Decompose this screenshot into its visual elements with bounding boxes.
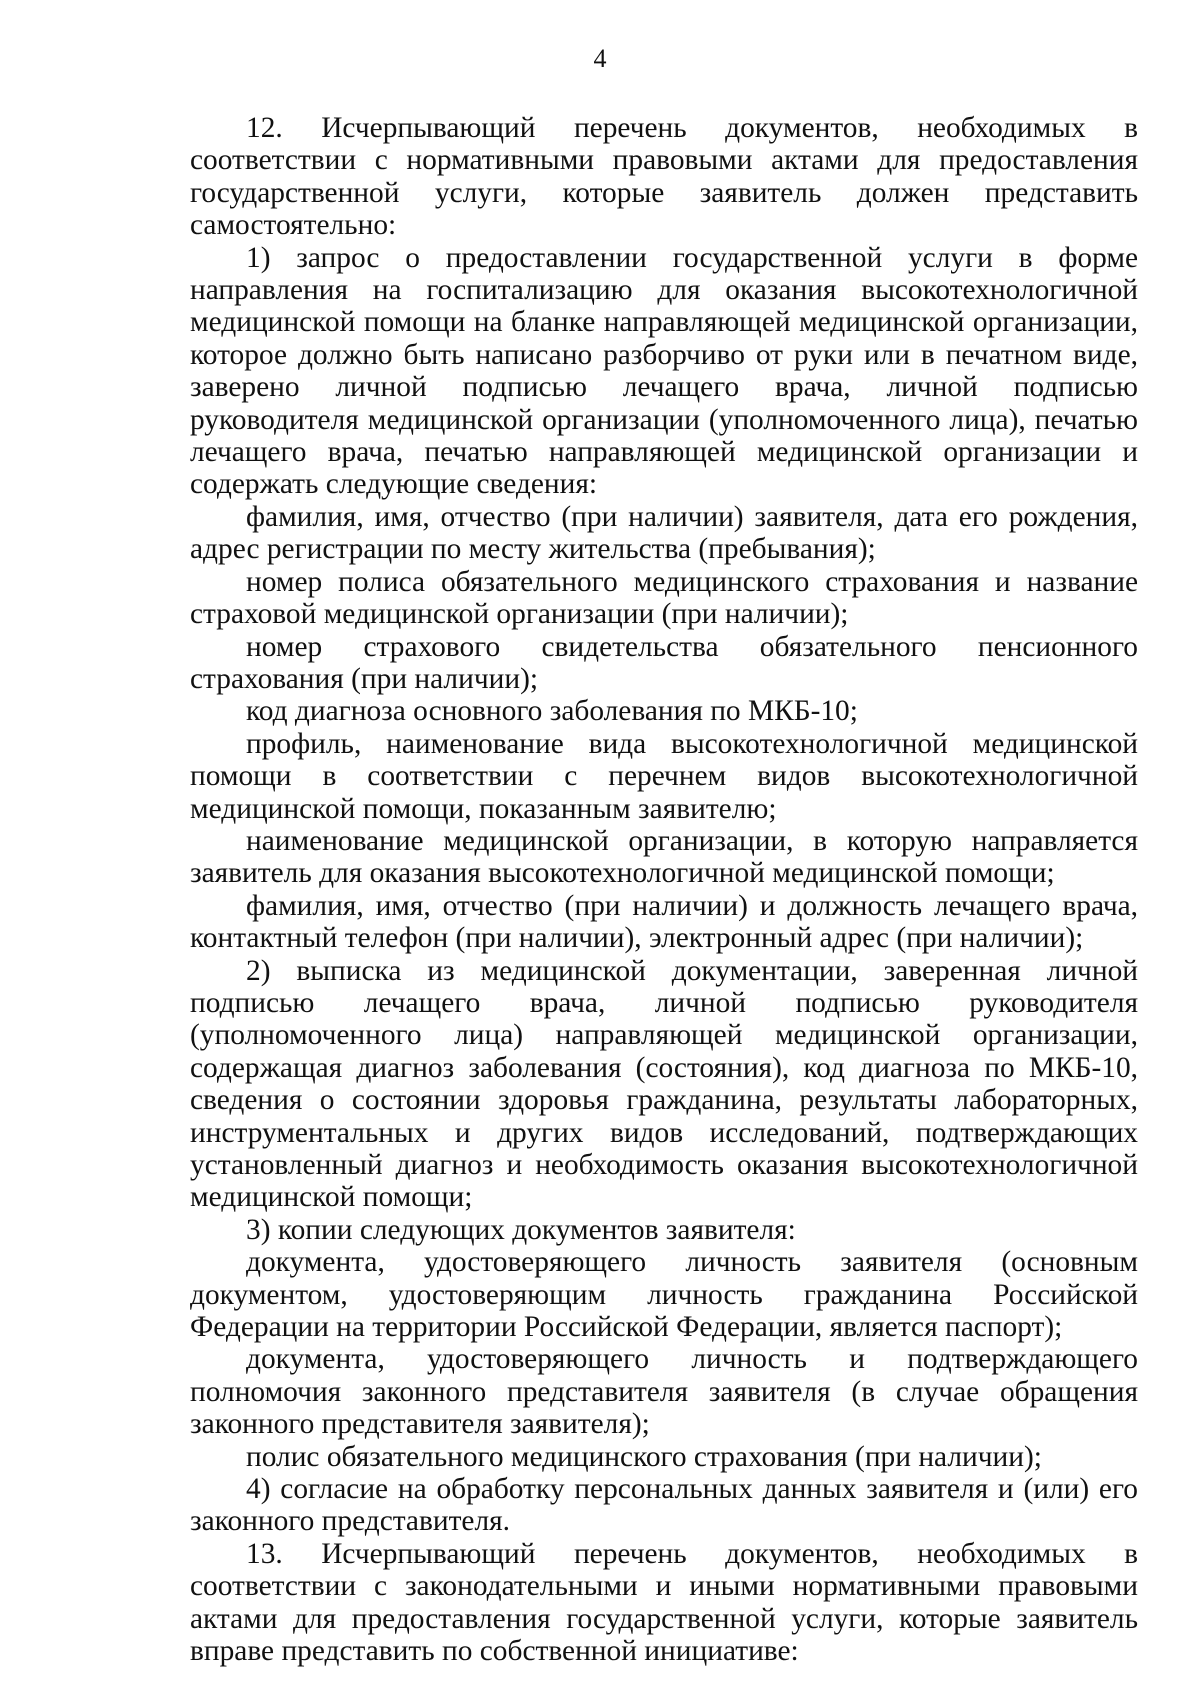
paragraph-item-1-request: 1) запрос о предоставлении государственной услуги в форме направления на госпитализацию для оказания высокотехнологичной медицинской помощи на бланке направляющей медицинской организации, которое должно быть написано разборчиво от руки или в печатном виде, заверено личной подписью лечащего врача, личной подписью руководителя медицинской организации (уполномоченного лица), печатью лечащего врача, печатью направляющей медицинской организации и содержать следующие сведения: [190, 241, 1138, 501]
paragraph-item-4-consent: 4) согласие на обработку персональных данных заявителя и (или) его законного представителя. [190, 1473, 1138, 1538]
paragraph-representative-document: документа, удостоверяющего личность и подтверждающего полномочия законного представителя заявителя (в случае обращения законного представителя заявителя); [190, 1343, 1138, 1441]
paragraph-policy-copy: полис обязательного медицинского страхования (при наличии); [246, 1440, 1042, 1473]
paragraph-item-2-extract: 2) выписка из медицинской документации, заверенная личной подписью лечащего врача, личной подписью руководителя (уполномоченного лица) направляющей медицинской организации, содержащая диагноз заболевания (состояния), код диагноза по МКБ-10, сведения о состоянии здоровья гражданина, результаты лабораторных, инструментальных и других видов исследований, подтверждающих установленный диагноз и необходимость оказания высокотехнологичной медицинской помощи; [190, 954, 1138, 1214]
paragraph-applicant-name: фамилия, имя, отчество (при наличии) заявителя, дата его рождения, адрес регистрации по месту жительства (пребывания); [190, 500, 1138, 566]
paragraph-12-heading: 12. Исчерпывающий перечень документов, необходимых в соответствии с нормативными правовыми актами для предоставления государственной услуги, которые заявитель должен представить самостоятельно: [190, 112, 1138, 242]
paragraph-identity-document: документа, удостоверяющего личность заявителя (основным документом, удостоверяющим личность гражданина Российской Федерации на территории Российской Федерации, является паспорт); [190, 1246, 1138, 1344]
paragraph-doctor-details: фамилия, имя, отчество (при наличии) и должность лечащего врача, контактный телефон (при наличии), электронный адрес (при наличии); [190, 889, 1138, 955]
paragraph-13-heading: 13. Исчерпывающий перечень документов, необходимых в соответствии с законодательными и иными нормативными правовыми актами для предоставления государственной услуги, которые заявитель вправе представить по собственной инициативе: [190, 1537, 1138, 1668]
paragraph-insurance-policy: номер полиса обязательного медицинского страхования и название страховой медицинской организации (при наличии); [190, 565, 1138, 631]
paragraph-medical-organization: наименование медицинской организации, в которую направляется заявитель для оказания высокотехнологичной медицинской помощи; [190, 824, 1138, 890]
document-body [190, 112, 1138, 1668]
paragraph-diagnosis-code: код диагноза основного заболевания по МКБ-10; [246, 695, 858, 728]
page-number: 4 [593, 44, 607, 73]
paragraph-pension-certificate: номер страхового свидетельства обязательного пенсионного страхования (при наличии); [190, 630, 1138, 695]
paragraph-care-profile: профиль, наименование вида высокотехнологичной медицинской помощи в соответствии с перечнем видов высокотехнологичной медицинской помощи, показанным заявителю; [190, 727, 1138, 825]
paragraph-item-3-copies: 3) копии следующих документов заявителя: [246, 1213, 796, 1246]
